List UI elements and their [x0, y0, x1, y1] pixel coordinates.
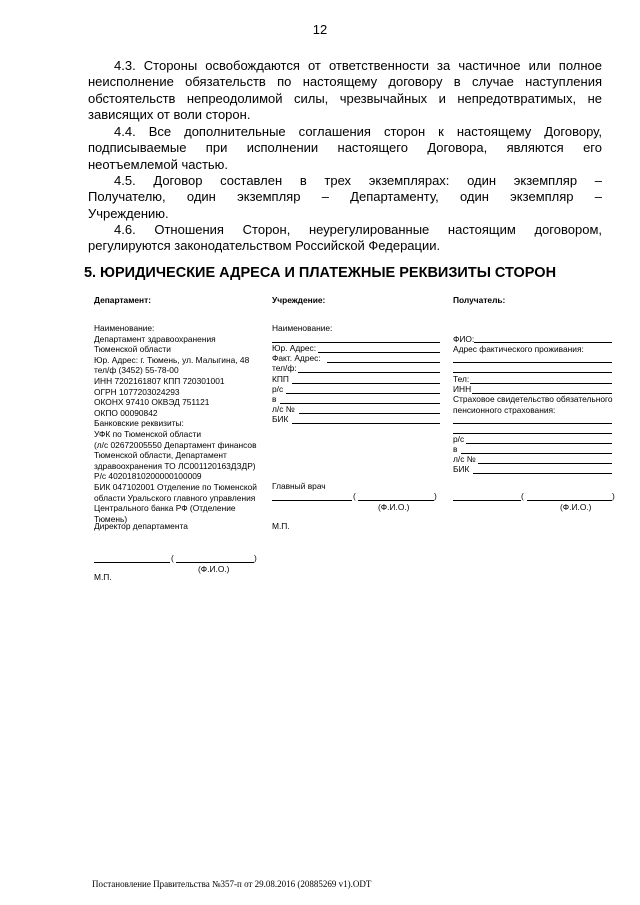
- text-line: неотъемлемой частью.: [88, 156, 229, 172]
- signature-line: [272, 500, 352, 501]
- field-line: [298, 372, 440, 373]
- account-label: р/с: [272, 384, 284, 394]
- text-line: БИК 047102001 Отделение по Тюменской: [94, 481, 257, 492]
- bik-label: БИК: [453, 464, 470, 474]
- paren-open: (: [521, 491, 524, 501]
- text-line: Юр. Адрес: г. Тюмень, ул. Малыгина, 48: [94, 354, 250, 365]
- stamp-label: М.П.: [272, 521, 290, 531]
- legal-address-label: Юр. Адрес:: [272, 343, 317, 353]
- paren-close: ): [254, 553, 257, 563]
- field-line: [299, 413, 440, 414]
- text-line: Страховое свидетельство обязательного: [453, 394, 613, 404]
- text-line: 4.4. Все дополнительные соглашения сторон к настоящему Договору,: [114, 124, 602, 139]
- tel-label: Тел:: [453, 374, 470, 384]
- clause-4-5: [88, 173, 602, 222]
- text-line: 4.3. Стороны освобождаются от ответственности за частичное или полное: [114, 58, 602, 73]
- text-line: обстоятельств непреодолимой силы, чрезвычайных и непредотвратимых, не: [88, 90, 602, 106]
- text-line: подписываемые при исполнении настоящего Договора, являются его: [88, 140, 602, 156]
- clause-4-3: [88, 58, 602, 124]
- signature-line: [94, 562, 170, 563]
- text-line: Тюменской области, Департамент: [94, 450, 227, 461]
- phone-label: тел/ф:: [272, 363, 297, 373]
- text-line: ОКПО 00090842: [94, 407, 158, 418]
- fio-label: ФИО:: [453, 334, 475, 344]
- text-line: ОКОНХ 97410 ОКВЭД 751121: [94, 397, 210, 408]
- text-line: 4.6. Отношения Сторон, неурегулированные настоящим договором,: [114, 222, 602, 237]
- kpp-label: КПП: [272, 374, 289, 384]
- section-heading: 5. ЮРИДИЧЕСКИЕ АДРЕСА И ПЛАТЕЖНЫЕ РЕКВИЗИТЫ СТОРОН: [83, 265, 557, 281]
- personal-account-label: л/с №: [272, 404, 295, 414]
- paren-close: ): [434, 491, 437, 501]
- name-label: Наименование:: [272, 323, 333, 333]
- account-label: р/с: [453, 434, 465, 444]
- text-line: Наименование:: [94, 323, 155, 333]
- clause-4-6: [88, 222, 602, 255]
- field-line: [292, 423, 440, 424]
- actual-address-label: Факт. Адрес:: [272, 353, 321, 363]
- fio-caption: (Ф.И.О.): [378, 502, 410, 512]
- institution-signer: Главный врач: [272, 481, 326, 491]
- clause-4-4: [88, 124, 602, 173]
- bank-label: в: [272, 394, 277, 404]
- field-line: [478, 463, 612, 464]
- bank-label: в: [453, 444, 458, 454]
- field-line: [453, 362, 612, 363]
- text-line: Центрального банка РФ (Отделение: [94, 503, 236, 514]
- inn-label: ИНН: [453, 384, 472, 394]
- department-details: [94, 323, 257, 524]
- personal-account-label: л/с №: [453, 454, 476, 464]
- paren-open: (: [353, 491, 356, 501]
- field-line: [280, 403, 440, 404]
- fio-caption: (Ф.И.О.): [560, 502, 592, 512]
- name-line: [358, 500, 434, 501]
- text-line: зависящих от воли сторон.: [88, 107, 251, 123]
- field-line: [474, 342, 612, 343]
- field-line: [453, 433, 612, 434]
- text-line: пенсионного страхования:: [453, 404, 556, 415]
- address-label: Адрес фактического проживания:: [453, 344, 584, 354]
- field-line: [292, 383, 440, 384]
- recipient-header: Получатель:: [453, 295, 506, 305]
- text-line: Банковские реквизиты:: [94, 418, 184, 429]
- text-line: Р/с 40201810200000100009: [94, 471, 202, 482]
- text-line: Тюмень): [94, 513, 128, 524]
- text-line: 4.5. Договор составлен в трех экземплярах: один экземпляр –: [114, 173, 602, 188]
- text-line: регулируются законодательством Российской Федерации.: [88, 238, 441, 254]
- fio-caption: (Ф.И.О.): [198, 564, 230, 574]
- field-line: [453, 372, 612, 373]
- paren-open: (: [171, 553, 174, 563]
- page-number: 12: [312, 22, 328, 37]
- field-line: [327, 362, 440, 363]
- text-line: Получателю, один экземпляр – Департаменту, один экземпляр –: [88, 189, 602, 205]
- text-line: ИНН 7202161807 КПП 720301001: [94, 375, 225, 386]
- name-line: [527, 500, 612, 501]
- text-line: Тюменской области: [94, 344, 171, 355]
- field-line: [473, 473, 612, 474]
- text-line: области Уральского главного управления: [94, 492, 256, 503]
- text-line: Учреждению.: [88, 205, 169, 221]
- field-line: [286, 393, 440, 394]
- insurance-label: [453, 394, 613, 415]
- department-signer: Директор департамента: [94, 521, 188, 531]
- footer: Постановление Правительства №357-п от 29.08.2016 (20885269 v1).ODT: [92, 879, 372, 889]
- field-line: [318, 352, 440, 353]
- text-line: тел/ф (3452) 55-78-00: [94, 365, 179, 376]
- field-line: [461, 453, 612, 454]
- text-line: неисполнение обязательств по настоящему договору в случае наступления: [88, 74, 602, 90]
- signature-line: [453, 500, 521, 501]
- bik-label: БИК: [272, 414, 289, 424]
- field-line: [453, 423, 612, 424]
- stamp-label: М.П.: [94, 572, 112, 582]
- institution-header: Учреждение:: [272, 295, 326, 305]
- paren-close: ): [612, 491, 615, 501]
- text-line: (л/с 02672005550 Департамент финансов: [94, 439, 257, 450]
- text-line: здравоохранения ТО ЛС001120163ДЗДР): [94, 460, 256, 471]
- text-line: ОГРН 1077203024293: [94, 386, 180, 397]
- department-header: Департамент:: [94, 295, 152, 305]
- text-line: Департамент здравоохранения: [94, 333, 216, 344]
- name-line: [176, 562, 254, 563]
- text-line: УФК по Тюменской области: [94, 428, 202, 439]
- field-line: [466, 443, 612, 444]
- field-line: [470, 383, 612, 384]
